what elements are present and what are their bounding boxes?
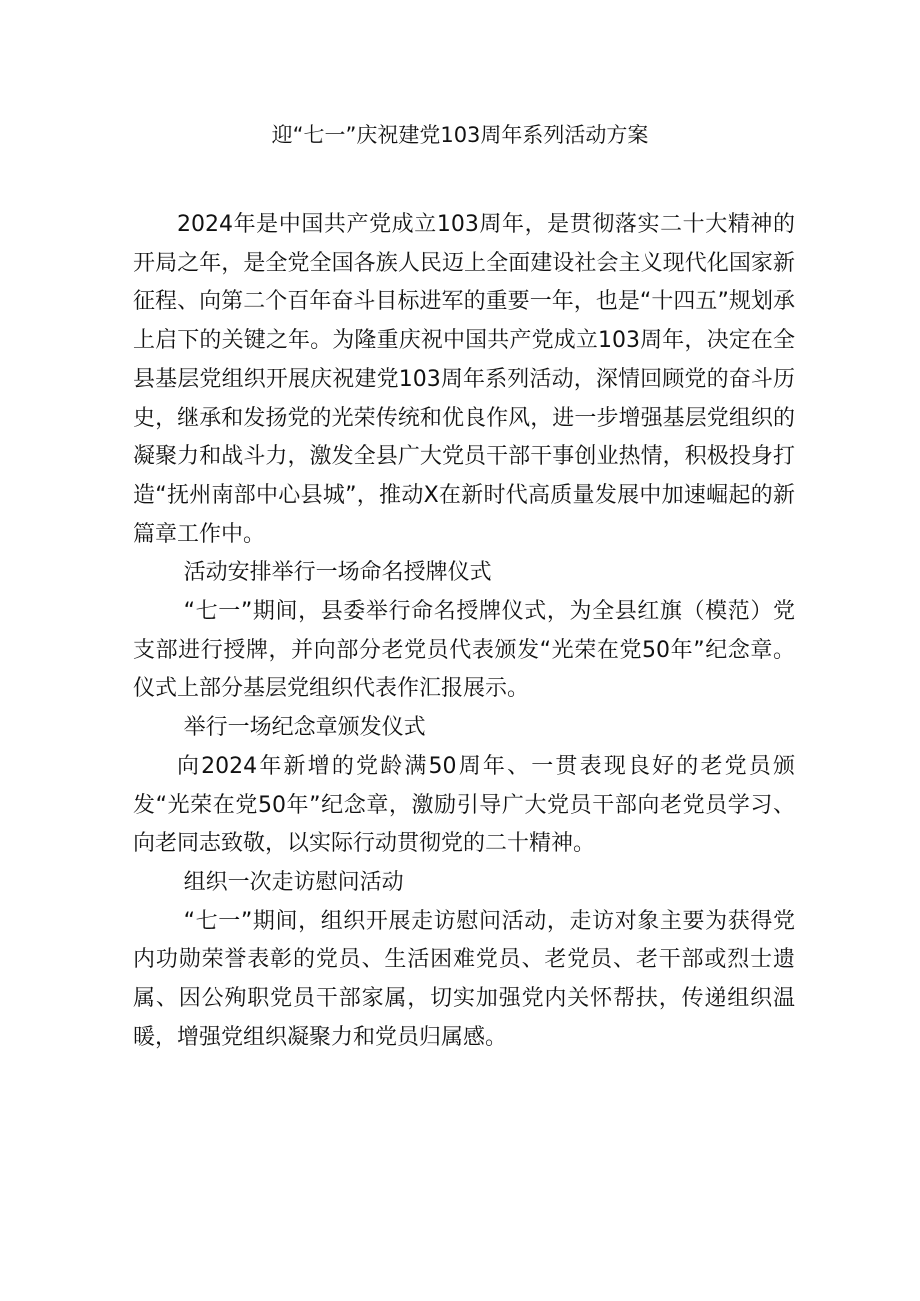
naming-ceremony-paragraph: “七一”期间，县委举行命名授牌仪式，为全县红旗（模范）党支部进行授牌，并向部分老党员代表颁发“光荣在党50年”纪念章。仪式上部分基层党组织代表作汇报展示。 (133, 599, 796, 702)
section-heading-naming-ceremony: 活动安排举行一场命名授牌仪式 (183, 560, 492, 586)
intro-paragraph: 2024年是中国共产党成立103周年，是贯彻落实二十大精神的开局之年，是全党全国各族人民迈上全面建设社会主义现代化国家新征程、向第二个百年奋斗目标进军的重要一年，也是“十四五”规划承上启下的关键之年。为隆重庆祝中国共产党成立103周年，决定在全县基层党组织开展庆祝建党103周年系列活动，深情回顾党的奋斗历史，继承和发扬党的光荣传统和优良作风，进一步增强基层党组织的凝聚力和战斗力，激发全县广大党员干部干事创业热情，积极投身打造“抚州南部中心县城”，推动X在新时代高质量发展中加速崛起的新篇章工作中。 (133, 212, 795, 547)
section-heading-visit-activity: 组织一次走访慰问活动 (183, 869, 404, 895)
document-title: 迎“七一”庆祝建党103周年系列活动方案 (271, 123, 649, 147)
medal-ceremony-paragraph: 向2024年新增的党龄满50周年、一贯表现良好的老党员颁发“光荣在党50年”纪念章，激励引导广大党员干部向老党员学习、向老同志致敬，以实际行动贯彻党的二十精神。 (133, 753, 795, 857)
visit-activity-paragraph: “七一”期间，组织开展走访慰问活动，走访对象主要为获得党内功勋荣誉表彰的党员、生活困难党员、老党员、老干部或烈士遗属、因公殉职党员干部家属，切实加强党内关怀帮扶，传递组织温暖，增强党组织凝聚力和党员归属感。 (133, 908, 796, 1050)
document-body (133, 206, 795, 1057)
section-heading-medal-ceremony: 举行一场纪念章颁发仪式 (183, 715, 426, 741)
